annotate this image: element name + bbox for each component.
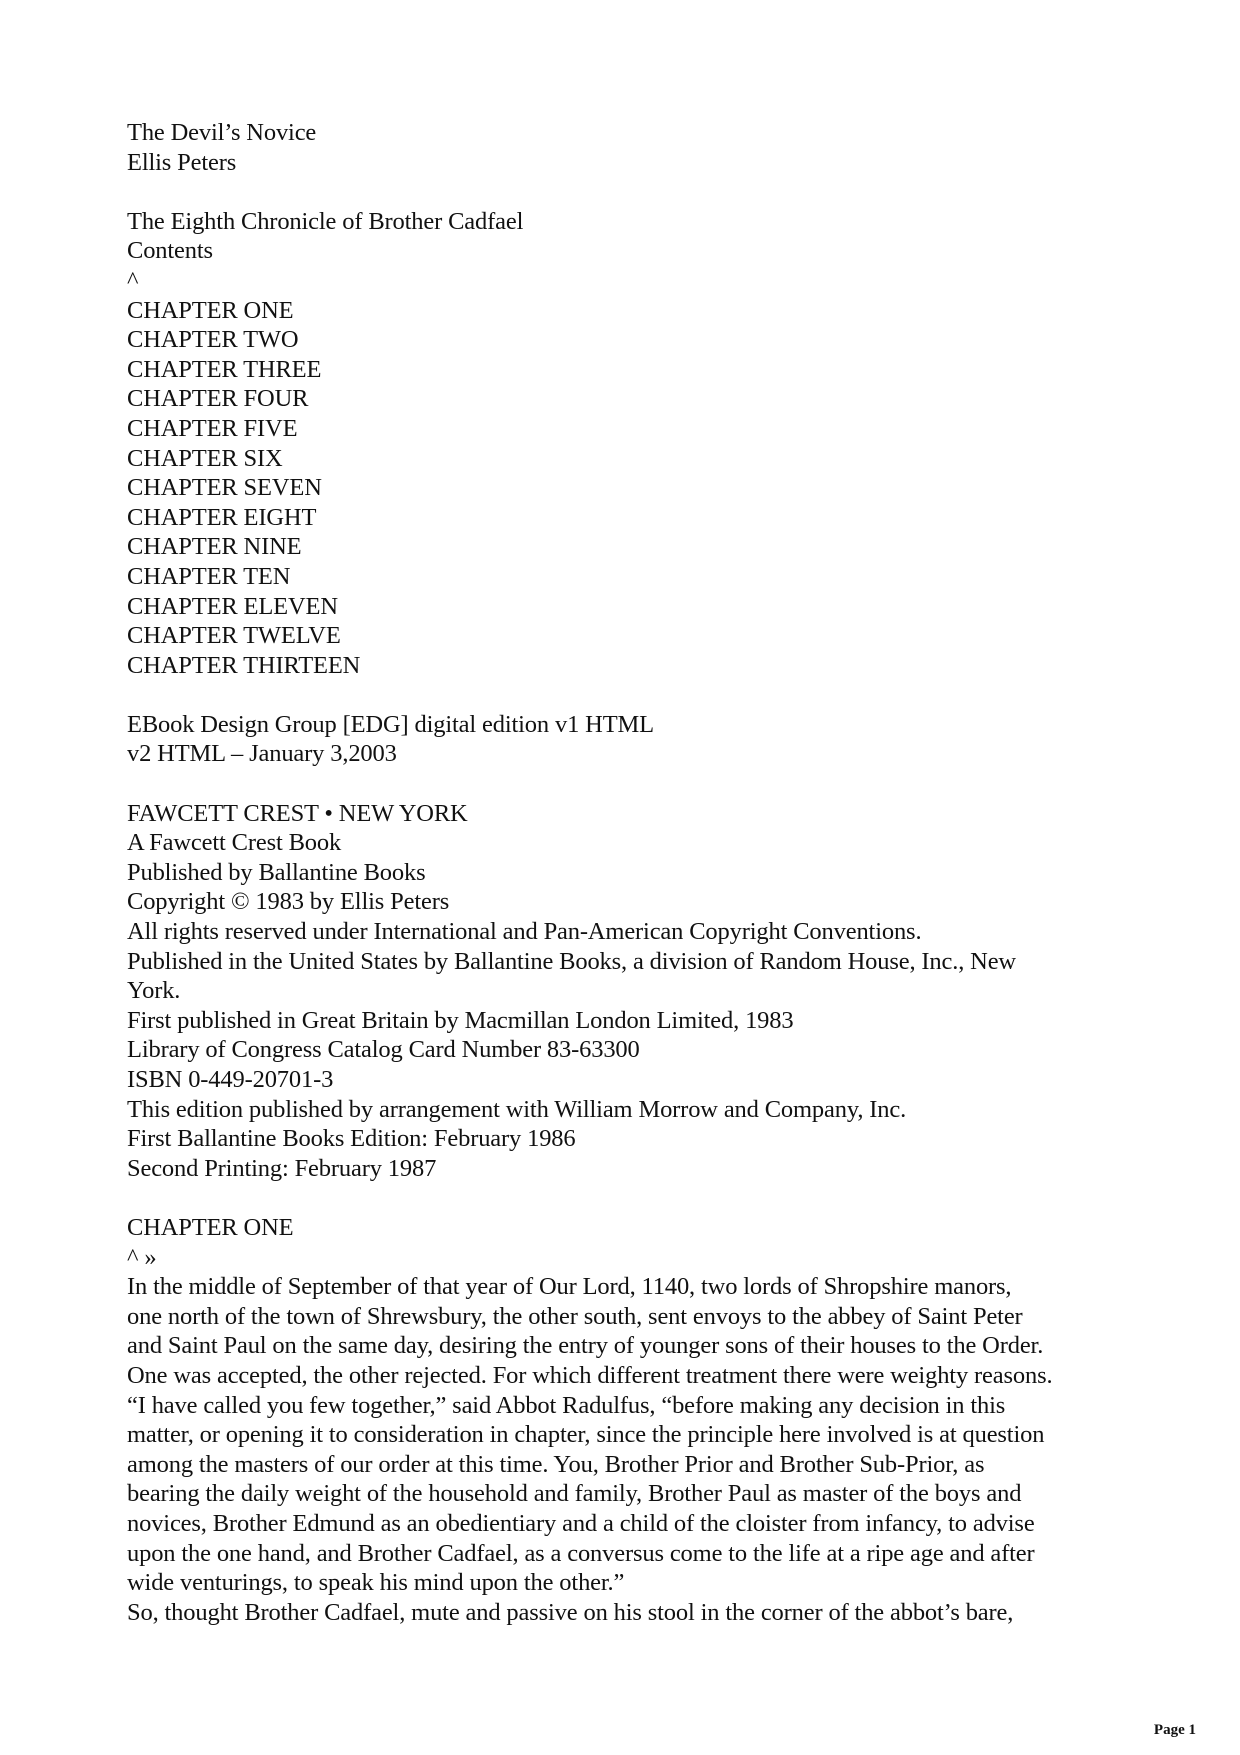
toc-link-chapter-nine[interactable]: CHAPTER NINE xyxy=(127,533,302,561)
spacer xyxy=(127,1183,1127,1213)
table-of-contents xyxy=(127,296,1127,681)
body-text-line: among the masters of our order at this time. You, Brother Prior and Brother Sub-Prior, as xyxy=(127,1450,985,1478)
chapter-heading: CHAPTER ONE xyxy=(127,1213,294,1241)
publisher-line: Published in the United States by Ballantine Books, a division of Random House, Inc., New xyxy=(127,947,1016,975)
spacer xyxy=(127,769,1127,799)
series-subtitle: The Eighth Chronicle of Brother Cadfael xyxy=(127,207,524,235)
contents-heading: Contents xyxy=(127,237,213,265)
toc-link-chapter-thirteen[interactable]: CHAPTER THIRTEEN xyxy=(127,651,361,679)
catalog-line: Library of Congress Catalog Card Number 83-63300 xyxy=(127,1036,640,1064)
chapter-body xyxy=(127,1272,1127,1627)
spacer xyxy=(127,680,1127,710)
toc-link-chapter-seven[interactable]: CHAPTER SEVEN xyxy=(127,474,322,502)
page-number: Page 1 xyxy=(1153,1722,1196,1738)
toc-link-chapter-ten[interactable]: CHAPTER TEN xyxy=(127,562,291,590)
book-title: The Devil’s Novice xyxy=(127,119,317,146)
spacer xyxy=(127,177,1127,207)
publisher-line: York. xyxy=(127,977,181,1005)
body-text-line: upon the one hand, and Brother Cadfael, as a conversus come to the life at a ripe age and after xyxy=(127,1539,1035,1567)
document-page xyxy=(127,118,1127,1627)
body-text-line: One was accepted, the other rejected. For which different treatment there were weighty reasons. xyxy=(127,1361,1053,1389)
toc-link-chapter-eight[interactable]: CHAPTER EIGHT xyxy=(127,503,317,531)
chapter-nav-links[interactable]: ^ » xyxy=(127,1243,157,1271)
toc-link-chapter-four[interactable]: CHAPTER FOUR xyxy=(127,385,309,413)
isbn-line: ISBN 0-449-20701-3 xyxy=(127,1066,334,1093)
publisher-line: Published by Ballantine Books xyxy=(127,858,426,886)
toc-link-chapter-one[interactable]: CHAPTER ONE xyxy=(127,296,294,324)
toc-link-chapter-five[interactable]: CHAPTER FIVE xyxy=(127,414,298,442)
contents-caret-link[interactable]: ^ xyxy=(127,266,139,294)
body-text-line: novices, Brother Edmund as an obedientiary and a child of the cloister from infancy, to advise xyxy=(127,1509,1035,1537)
body-text-line: wide venturings, to speak his mind upon the other.” xyxy=(127,1569,625,1597)
edition-note: EBook Design Group [EDG] digital edition v1 HTML xyxy=(127,710,654,738)
publisher-line: A Fawcett Crest Book xyxy=(127,829,342,857)
toc-link-chapter-six[interactable]: CHAPTER SIX xyxy=(127,444,283,472)
toc-link-chapter-twelve[interactable]: CHAPTER TWELVE xyxy=(127,622,341,650)
toc-link-chapter-three[interactable]: CHAPTER THREE xyxy=(127,355,322,383)
body-text-line: one north of the town of Shrewsbury, the other south, sent envoys to the abbey of Saint Peter xyxy=(127,1302,1023,1330)
edition-version: v2 HTML – January 3,2003 xyxy=(127,740,397,768)
body-text-line: So, thought Brother Cadfael, mute and passive on his stool in the corner of the abbot’s bare, xyxy=(127,1598,1014,1626)
toc-link-chapter-two[interactable]: CHAPTER TWO xyxy=(127,326,299,354)
publisher-line: FAWCETT CREST • NEW YORK xyxy=(127,799,468,827)
body-text-line: “I have called you few together,” said Abbot Radulfus, “before making any decision in this xyxy=(127,1391,1006,1419)
copyright-line: Copyright © 1983 by Ellis Peters xyxy=(127,888,450,916)
toc-link-chapter-eleven[interactable]: CHAPTER ELEVEN xyxy=(127,592,338,620)
rights-line: All rights reserved under International and Pan-American Copyright Conventions. xyxy=(127,918,922,946)
body-text-line: and Saint Paul on the same day, desiring the entry of younger sons of their houses to the Order. xyxy=(127,1332,1044,1360)
publisher-line: This edition published by arrangement with William Morrow and Company, Inc. xyxy=(127,1095,907,1123)
body-text-line: matter, or opening it to consideration in chapter, since the principle here involved is at question xyxy=(127,1421,1045,1449)
printing-line: First Ballantine Books Edition: February 1986 xyxy=(127,1125,576,1153)
publisher-line: First published in Great Britain by Macmillan London Limited, 1983 xyxy=(127,1006,794,1034)
publisher-info xyxy=(127,799,1127,1184)
body-text-line: In the middle of September of that year of Our Lord, 1140, two lords of Shropshire manors, xyxy=(127,1273,1012,1301)
body-text-line: bearing the daily weight of the household and family, Brother Paul as master of the boys and xyxy=(127,1480,1022,1508)
printing-line: Second Printing: February 1987 xyxy=(127,1154,437,1182)
book-author: Ellis Peters xyxy=(127,148,237,176)
